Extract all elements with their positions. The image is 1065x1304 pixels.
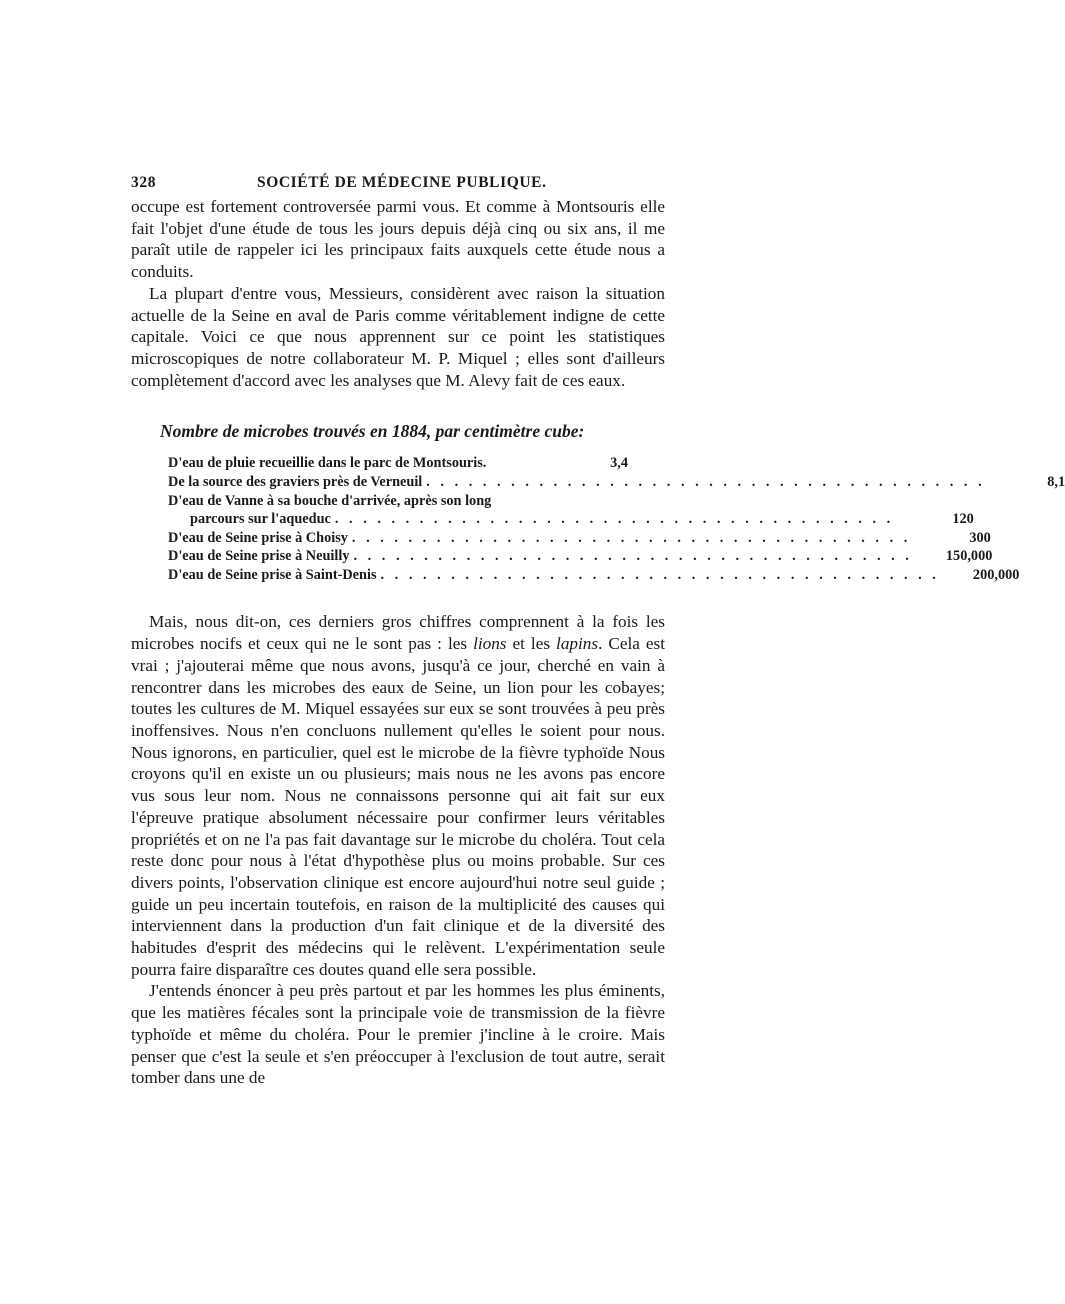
paragraph-4: J'entends énoncer à peu près partout et par les hommes les plus éminents, que les matières fécales sont la principale voie de transmission de la fièvre typhoïde et même du choléra. Pour le premier j'incline à le croire. Mais penser que c'est la seule et s'en préoccuper à l'exclusion de tout autre, serait tomber dans une de: [131, 981, 665, 1088]
table-title: Nombre de microbes trouvés en 1884, par centimètre cube:: [160, 421, 585, 442]
table-row-label: parcours sur l'aqueduc: [190, 511, 331, 528]
dot-leader: . . . . . . . . . . . . . . . . . . . . . . . . . . . . . . . . . . . . . . . .: [351, 529, 911, 546]
table-row-label: D'eau de Seine prise à Saint-Denis: [168, 566, 377, 583]
table-row: [168, 492, 628, 511]
table-row: [168, 566, 1020, 585]
table-row-label: D'eau de Seine prise à Neuilly: [168, 548, 350, 565]
dot-leader: . . . . . . . . . . . . . . . . . . . . . . . . . . . . . . . . . . . . . . . .: [353, 548, 913, 565]
dot-leader: . . . . . . . . . . . . . . . . . . . . . . . . . . . . . . . . . . . . . . . .: [334, 511, 894, 528]
table-row-value: 3,4: [610, 455, 628, 472]
table-row: [168, 473, 1065, 492]
table-row: [168, 529, 991, 548]
microbe-count-table: [168, 454, 1065, 584]
paragraph-3: [131, 611, 665, 980]
paragraph-3-text: . Cela est vrai ; j'ajouterai même que nous avons, jusqu'à ce jour, cherché en vain à rencontrer dans les microbes des eaux de Seine, un lion pour les cobayes; toutes les cultures de M. Miquel essayées sur eux se sont trouvées à peu près inoffensives. Nous n'en concluons nullement qu'elles le soient pour nous. Nous ignorons, en particulier, quel est le microbe de la fièvre typhoïde Nous croyons qu'il en existe un ou plusieurs; mais nous ne les avons pas encore vus sous leur nom. Nous ne connaissons personne qui ait fait sur eux l'épreuve pratique absolument nécessaire pour confirmer leurs véritables propriétés et on ne l'a pas fait davantage sur le microbe du choléra. Tout cela reste donc pour nous à l'état d'hypothèse plus ou moins probable. Sur ces divers points, l'observation clinique est encore aujourd'hui notre seul guide ; guide un peu incertain toutefois, en raison de la multiplicité des causes qui interviennent dans la production d'un fait clinique et de la diversité des habitudes d'esprit des médecins qui le relèvent. L'expérimentation seule pourra faire disparaître ces doutes quand elle sera possible.: [131, 634, 665, 979]
table-row-value: 8,1: [1047, 473, 1065, 490]
italic-word-lapins: lapins: [556, 634, 599, 654]
paragraph-3-text: Mais, nous dit-on, ces derniers gros chiffres comprennent à la fois les microbes nocifs et ceux qui ne le sont pas : les: [131, 612, 665, 654]
table-row: [168, 510, 974, 529]
paragraph-3-text: et les: [506, 634, 557, 654]
table-row-value: 300: [969, 529, 991, 546]
table-row: [168, 454, 628, 473]
table-row-label: D'eau de Seine prise à Choisy: [168, 529, 348, 546]
table-row-label: D'eau de Vanne à sa bouche d'arrivée, après son long: [168, 492, 492, 509]
table-row-value: 200,000: [972, 566, 1020, 583]
italic-word-lions: lions: [473, 634, 507, 654]
paragraph-2: La plupart d'entre vous, Messieurs, considèrent avec raison la situation actuelle de la Seine en aval de Paris comme véritablement indigne de cette capitale. Voici ce que nous apprennent sur ce point les statistiques microscopiques de notre collaborateur M. P. Miquel ; elles sont d'ailleurs complètement d'accord avec les analyses que M. Alevy fait de ces eaux.: [131, 283, 665, 390]
table-row-label: D'eau de pluie recueillie dans le parc de Montsouris.: [168, 455, 487, 472]
paragraph-1: occupe est fortement controversée parmi vous. Et comme à Montsouris elle fait l'objet d'une étude de tous les jours depuis déjà cinq ou six ans, il me paraît utile de rappeler ici les principaux faits auxquels cette étude nous a conduits.: [131, 197, 665, 282]
running-header: [131, 170, 665, 196]
book-page: [131, 170, 1065, 1089]
table-row: [168, 547, 993, 566]
table-row-value: 120: [952, 511, 974, 528]
dot-leader: . . . . . . . . . . . . . . . . . . . . . . . . . . . . . . . . . . . . . . . .: [426, 473, 986, 490]
table-row-label: De la source des graviers près de Verneuil: [168, 473, 423, 490]
spacer: [131, 584, 665, 611]
journal-title: SOCIÉTÉ DE MÉDECINE PUBLIQUE.: [257, 174, 547, 191]
table-row-value: 150,000: [945, 548, 993, 565]
page-number: 328: [131, 174, 157, 191]
dot-leader: . . . . . . . . . . . . . . . . . . . . . . . . . . . . . . . . . . . . . . . .: [380, 566, 940, 583]
